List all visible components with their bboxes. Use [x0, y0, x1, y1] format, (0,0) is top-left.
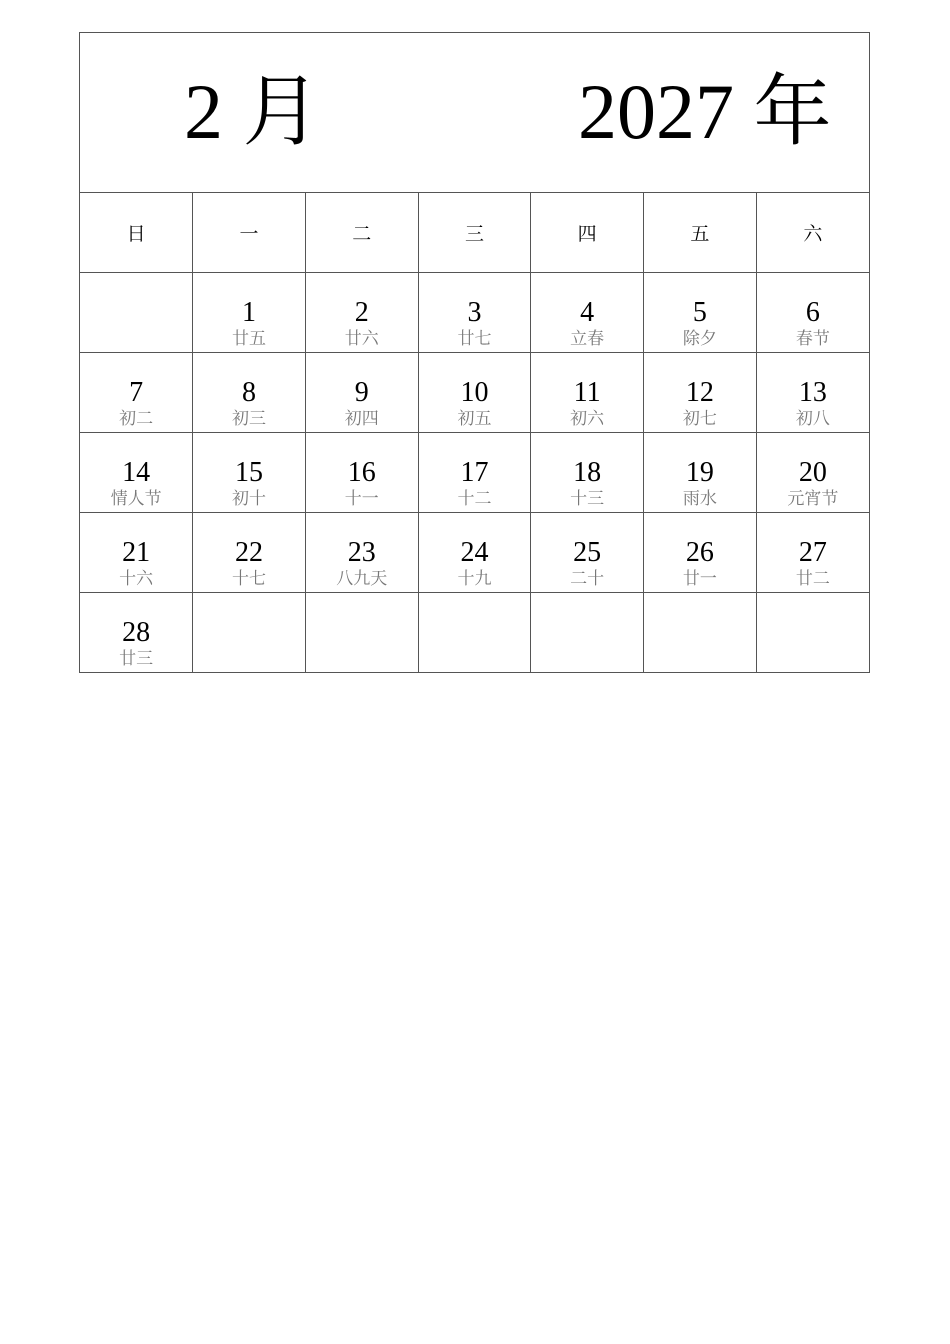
day-cell: [418, 353, 531, 433]
day-cell: [531, 433, 644, 513]
day-number: 4: [580, 297, 595, 328]
day-cell: [193, 433, 306, 513]
lunar-date: 元宵节: [787, 489, 839, 509]
day-number: 22: [235, 537, 264, 568]
day-number: 20: [798, 457, 827, 488]
day-cell: [80, 593, 193, 673]
day-number: 15: [235, 457, 264, 488]
day-cell: [305, 273, 418, 353]
weekday-wed: 三: [418, 193, 531, 273]
month-title: 2 月: [184, 68, 321, 155]
day-cell: [80, 273, 193, 353]
lunar-date: 初二: [119, 409, 154, 429]
weekday-tue: 二: [305, 193, 418, 273]
day-cell: [756, 273, 869, 353]
lunar-date: 初八: [795, 409, 830, 429]
lunar-date: 十七: [232, 569, 267, 589]
day-number: 12: [685, 377, 714, 408]
lunar-date: 十二: [457, 489, 492, 509]
day-cell: [756, 513, 869, 593]
lunar-date: 廿三: [119, 649, 154, 669]
lunar-date: 初六: [570, 409, 605, 429]
week-row: [80, 433, 869, 513]
day-number: 23: [347, 537, 376, 568]
day-cell: [418, 513, 531, 593]
lunar-date: 雨水: [682, 489, 717, 509]
lunar-date: 情人节: [110, 489, 162, 509]
day-number: 14: [122, 457, 151, 488]
day-cell: [80, 353, 193, 433]
lunar-date: 廿二: [795, 569, 830, 589]
day-number: 2: [354, 297, 369, 328]
lunar-date: 廿七: [457, 329, 492, 349]
day-number: 17: [460, 457, 489, 488]
day-number: 6: [805, 297, 820, 328]
day-cell: [418, 273, 531, 353]
day-number: 8: [242, 377, 257, 408]
day-number: 11: [573, 377, 601, 408]
day-number: 3: [467, 297, 482, 328]
day-cell: [305, 593, 418, 673]
year-title: 2027 年: [578, 68, 832, 155]
day-cell: [418, 593, 531, 673]
day-cell: [644, 513, 757, 593]
week-row: [80, 273, 869, 353]
lunar-date: 十三: [570, 489, 605, 509]
weekday-fri: 五: [644, 193, 757, 273]
lunar-date: 除夕: [682, 329, 717, 349]
day-cell: [305, 513, 418, 593]
day-cell: [305, 433, 418, 513]
day-number: 16: [347, 457, 376, 488]
lunar-date: 初三: [232, 409, 267, 429]
day-cell: [80, 433, 193, 513]
day-number: 5: [692, 297, 707, 328]
calendar: [79, 32, 870, 673]
weekday-row: [80, 193, 869, 273]
lunar-date: 立春: [570, 329, 605, 349]
day-number: 21: [122, 537, 151, 568]
day-cell: [193, 513, 306, 593]
week-row: [80, 513, 869, 593]
day-number: 28: [122, 617, 151, 648]
week-row: [80, 593, 869, 673]
lunar-date: 初十: [232, 489, 267, 509]
lunar-date: 春节: [795, 329, 830, 349]
day-cell: [531, 273, 644, 353]
weekday-sun: 日: [80, 193, 193, 273]
weekday-thu: 四: [531, 193, 644, 273]
calendar-grid: [80, 193, 869, 672]
day-number: 18: [573, 457, 602, 488]
day-cell: [644, 593, 757, 673]
weekday-mon: 一: [193, 193, 306, 273]
day-cell: [80, 513, 193, 593]
day-number: 25: [573, 537, 602, 568]
day-cell: [418, 433, 531, 513]
weekday-sat: 六: [756, 193, 869, 273]
lunar-date: 二十: [570, 569, 605, 589]
day-cell: [193, 353, 306, 433]
lunar-date: 廿六: [344, 329, 379, 349]
day-number: 10: [460, 377, 489, 408]
day-cell: [531, 353, 644, 433]
day-cell: [193, 593, 306, 673]
day-number: 26: [685, 537, 714, 568]
day-cell: [756, 433, 869, 513]
day-cell: [644, 273, 757, 353]
day-cell: [531, 513, 644, 593]
lunar-date: 十一: [344, 489, 379, 509]
week-row: [80, 353, 869, 433]
day-cell: [531, 593, 644, 673]
day-cell: [305, 353, 418, 433]
day-number: 24: [460, 537, 489, 568]
lunar-date: 初五: [457, 409, 492, 429]
lunar-date: 八九天: [336, 569, 388, 589]
lunar-date: 十九: [457, 569, 492, 589]
day-number: 9: [354, 377, 369, 408]
day-number: 27: [798, 537, 827, 568]
day-number: 19: [685, 457, 714, 488]
day-cell: [644, 433, 757, 513]
lunar-date: 十六: [119, 569, 154, 589]
day-number: 13: [798, 377, 827, 408]
lunar-date: 初七: [682, 409, 717, 429]
day-cell: [193, 273, 306, 353]
day-cell: [644, 353, 757, 433]
day-number: 1: [242, 297, 257, 328]
day-cell: [756, 593, 869, 673]
day-cell: [756, 353, 869, 433]
calendar-header: [80, 33, 869, 193]
day-number: 7: [129, 377, 144, 408]
lunar-date: 初四: [344, 409, 379, 429]
lunar-date: 廿一: [682, 569, 717, 589]
lunar-date: 廿五: [232, 329, 267, 349]
